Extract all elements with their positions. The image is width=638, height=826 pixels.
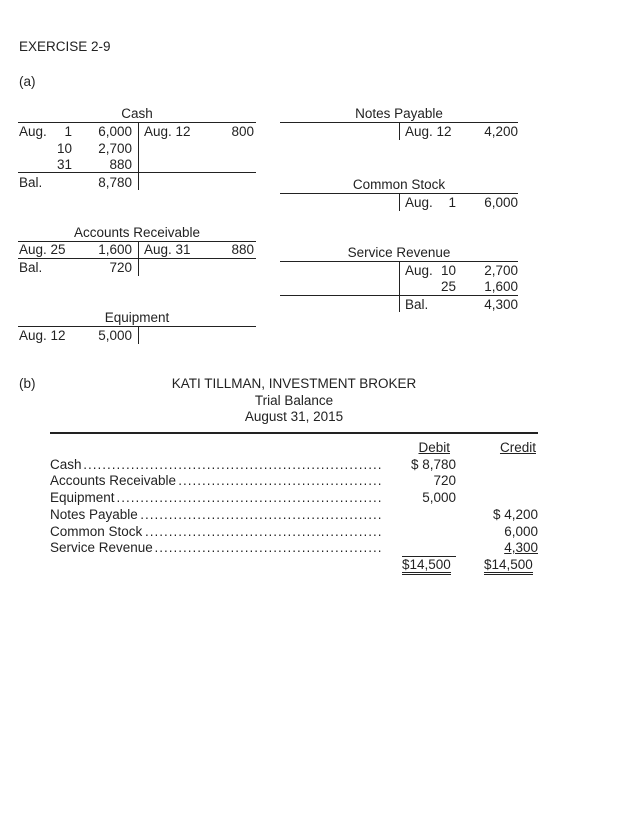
balance-amount: 720 [109,260,132,275]
account-name: Cash [50,457,82,472]
credit-day: 10 [440,263,456,278]
credit-amount: $ 4,200 [492,507,538,522]
t-account-divider [399,262,400,312]
credit-date: Aug. 12 [144,124,191,139]
account-name: Accounts Receivable [50,473,177,488]
credit-date: Aug. [405,195,433,210]
debit-amount: 720 [433,473,456,488]
credit-amount: 6,000 [504,524,538,539]
debit-amount: $ 8,780 [410,457,456,472]
account-title: Service Revenue [347,245,451,260]
credit-date: Aug. 12 [405,124,452,139]
balance-label: Bal. [19,175,43,190]
exercise-heading: EXERCISE 2-9 [19,39,111,54]
debit-header: Debit [418,440,450,455]
t-account-divider [399,123,400,140]
account-name: Notes Payable [50,507,138,522]
account-name: Service Revenue [50,540,153,555]
credit-date: Aug. 31 [144,242,191,257]
statement-date: August 31, 2015 [244,409,344,424]
credit-amount: 2,700 [484,263,518,278]
debit-amount: 880 [109,157,132,172]
account-title: Notes Payable [355,106,443,121]
debit-amount: 5,000 [422,490,456,505]
debit-day: 10 [56,141,72,156]
total-debit: $14,500 [402,557,451,575]
credit-day: 25 [440,279,456,294]
debit-date: Aug. [19,124,47,139]
debit-day: 1 [64,124,72,139]
account-name: Common Stock [50,524,143,539]
total-credit: $14,500 [484,557,533,575]
t-account-divider [138,327,139,344]
balance-label: Bal. [19,260,43,275]
account-title: Accounts Receivable [73,225,201,240]
account-title: Equipment [104,310,170,325]
debit-date: Aug. 25 [19,242,66,257]
balance-amount: 8,780 [98,175,132,190]
statement-title: Trial Balance [254,393,334,408]
debit-day: 31 [56,157,72,172]
credit-date: Aug. [405,263,433,278]
total-credit-wrap [484,557,533,573]
balance-amount: 4,300 [484,297,518,312]
total-debit-wrap [402,557,451,573]
credit-amount: 880 [231,242,254,257]
t-account-divider [399,194,400,211]
balance-rule [280,295,518,296]
part-b-label: (b) [19,376,36,391]
balance-rule [18,258,256,259]
credit-amount: 1,600 [484,279,518,294]
debit-amount: 6,000 [98,124,132,139]
account-title: Common Stock [352,177,446,192]
debit-amount: 2,700 [98,141,132,156]
t-account-top-line [18,122,256,123]
company-name: KATI TILLMAN, INVESTMENT BROKER [171,376,417,391]
debit-date: Aug. 12 [19,328,66,343]
debit-amount: 5,000 [98,328,132,343]
credit-amount: 6,000 [484,195,518,210]
credit-amount: 4,200 [484,124,518,139]
part-a-label: (a) [19,74,36,89]
t-account-divider [138,242,139,276]
credit-header: Credit [499,440,536,455]
balance-label: Bal. [405,297,429,312]
t-account-top-line [18,326,256,327]
credit-day: 1 [448,195,456,210]
credit-amount: 4,300 [504,540,538,555]
t-account-divider [138,123,139,190]
header-rule [50,432,538,434]
account-name: Equipment [50,490,115,505]
debit-amount: 1,600 [98,242,132,257]
account-title: Cash [121,106,153,121]
credit-amount: 800 [231,124,254,139]
